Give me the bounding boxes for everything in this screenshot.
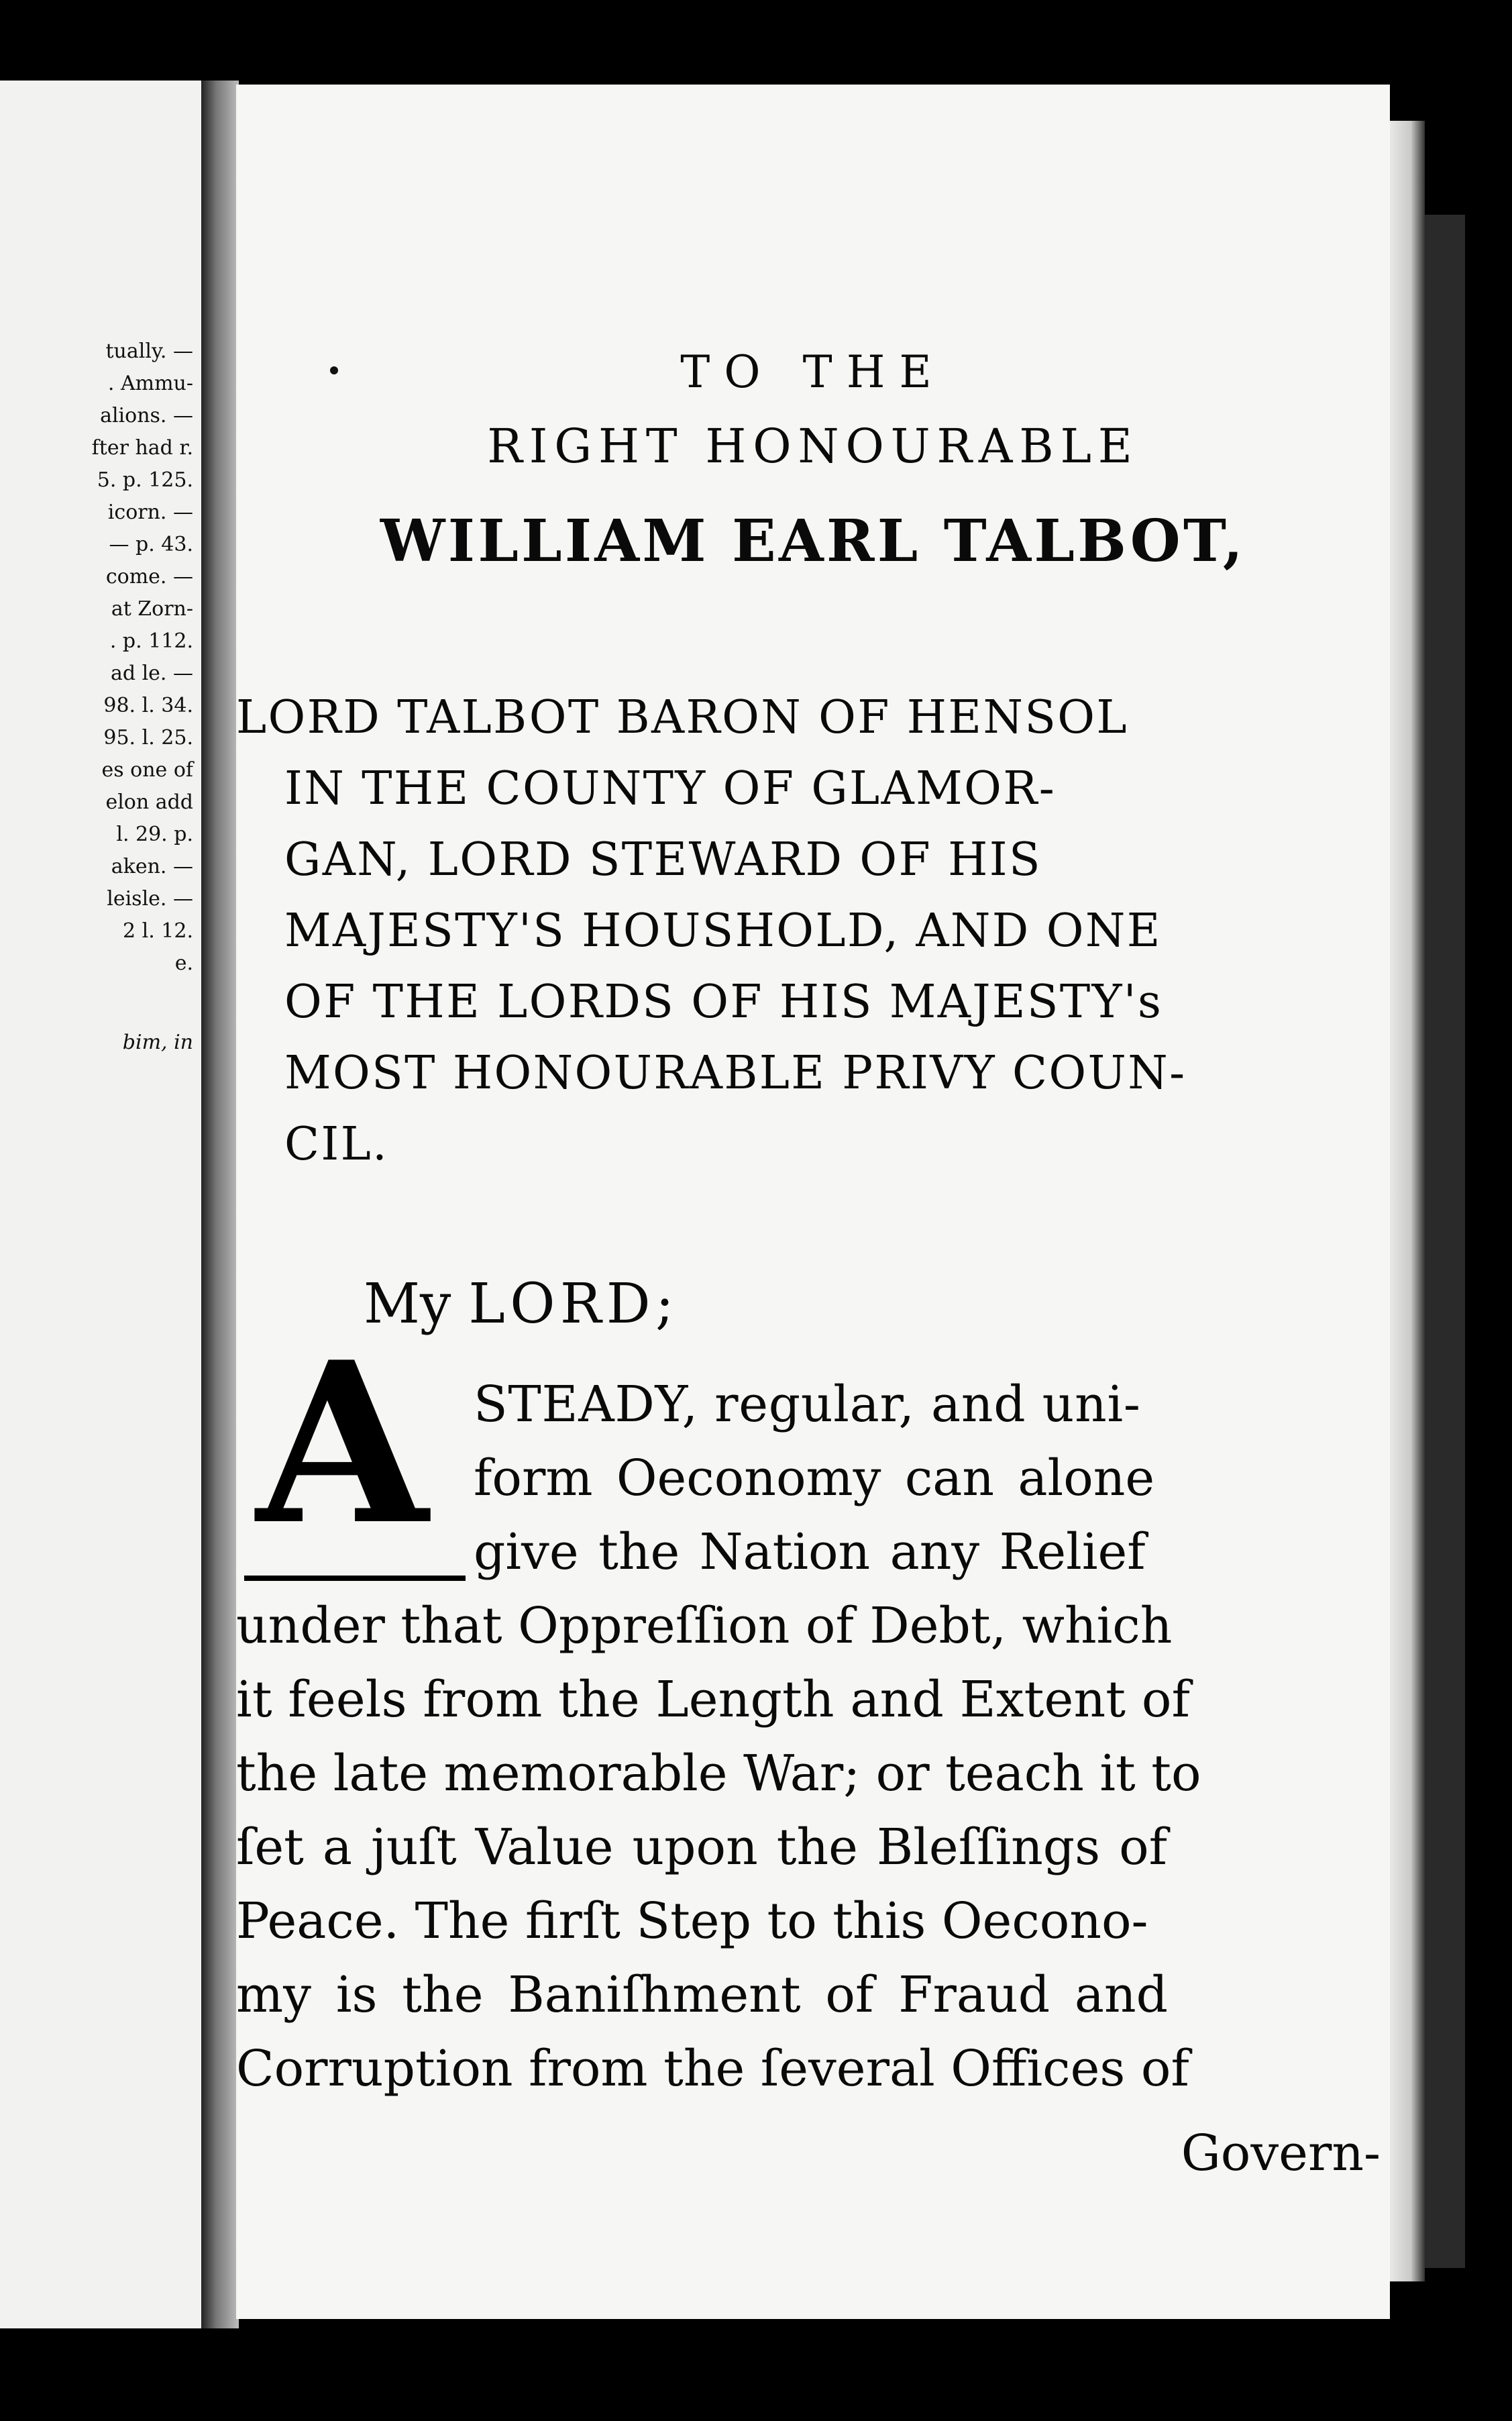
dedication-right-honourable: RIGHT HONOURABLE bbox=[487, 419, 1139, 474]
title-line: GAN, LORD STEWARD OF HIS bbox=[284, 833, 1042, 886]
left-fragment-line: come. — bbox=[105, 565, 193, 588]
left-fragment-line: bim, in bbox=[122, 1031, 193, 1054]
catchword: Govern- bbox=[1181, 2124, 1381, 2182]
body-line: under that Oppreſſion of Debt, which bbox=[236, 1597, 1173, 1655]
book-gutter bbox=[201, 81, 239, 2328]
drop-cap-letter: A bbox=[256, 1313, 429, 1574]
left-fragment-line: . p. 112. bbox=[109, 629, 193, 653]
title-line: MAJESTY'S HOUSHOLD, AND ONE bbox=[284, 905, 1162, 958]
left-fragment-line: icorn. — bbox=[107, 501, 193, 524]
left-fragment-line: l. 29. p. bbox=[116, 823, 193, 846]
dedication-page bbox=[236, 85, 1390, 2319]
body-line: my is the Baniſhment of Fraud and bbox=[236, 1966, 1169, 2024]
body-line: form Oeconomy can alone bbox=[474, 1449, 1155, 1507]
left-fragment-line: alions. — bbox=[100, 404, 193, 427]
body-line: Peace. The firſt Step to this Oecono- bbox=[236, 1892, 1148, 1950]
title-line: CIL. bbox=[284, 1118, 389, 1171]
salutation-prefix: My bbox=[364, 1272, 451, 1336]
left-fragment-line: at Zorn- bbox=[111, 597, 193, 621]
title-line: LORD TALBOT BARON OF HENSOL bbox=[236, 691, 1128, 744]
left-fragment-line: — p. 43. bbox=[109, 533, 193, 556]
left-fragment-line: fter had r. bbox=[91, 436, 193, 460]
left-fragment-line: aken. — bbox=[111, 855, 193, 878]
body-line: ſet a juſt Value upon the Bleſſings of bbox=[236, 1818, 1168, 1876]
left-fragment-line: 2 l. 12. bbox=[123, 919, 193, 943]
title-line: IN THE COUNTY OF GLAMOR- bbox=[284, 762, 1057, 815]
body-line: it feels from the Length and Extent of bbox=[236, 1671, 1191, 1729]
body-line: the late memorable War; or teach it to bbox=[236, 1745, 1201, 1802]
left-fragment-line: tually. — bbox=[105, 340, 193, 363]
body-line: Corruption from the ſeveral Offices of bbox=[236, 2040, 1189, 2098]
drop-cap-baseline-rule bbox=[244, 1576, 466, 1581]
left-fragment-line: e. bbox=[174, 951, 193, 975]
dedication-to-the: TO THE bbox=[680, 346, 946, 398]
left-fragment-line: . Ammu- bbox=[107, 372, 193, 395]
left-fragment-line: leisle. — bbox=[107, 887, 193, 911]
salutation-word: LORD; bbox=[468, 1272, 680, 1336]
page-edge bbox=[1390, 121, 1425, 2281]
dedicatee-name: WILLIAM EARL TALBOT, bbox=[380, 507, 1246, 575]
body-line: give the Nation any Relief bbox=[474, 1523, 1146, 1581]
page-content bbox=[236, 85, 1390, 2319]
left-fragment-line: es one of bbox=[101, 758, 193, 782]
left-fragment-line: 5. p. 125. bbox=[97, 468, 193, 492]
left-page-fragment bbox=[0, 81, 205, 2328]
title-line: OF THE LORDS OF HIS MAJESTY's bbox=[284, 976, 1163, 1029]
left-fragment-line: elon add bbox=[105, 790, 193, 814]
left-fragment-line: ad le. — bbox=[110, 662, 193, 685]
body-line: STEADY, regular, and uni- bbox=[474, 1376, 1141, 1433]
book-binding bbox=[1425, 215, 1465, 2268]
title-line: MOST HONOURABLE PRIVY COUN- bbox=[284, 1047, 1187, 1100]
left-fragment-line: 95. l. 25. bbox=[103, 726, 193, 750]
left-fragment-line: 98. l. 34. bbox=[103, 694, 193, 717]
